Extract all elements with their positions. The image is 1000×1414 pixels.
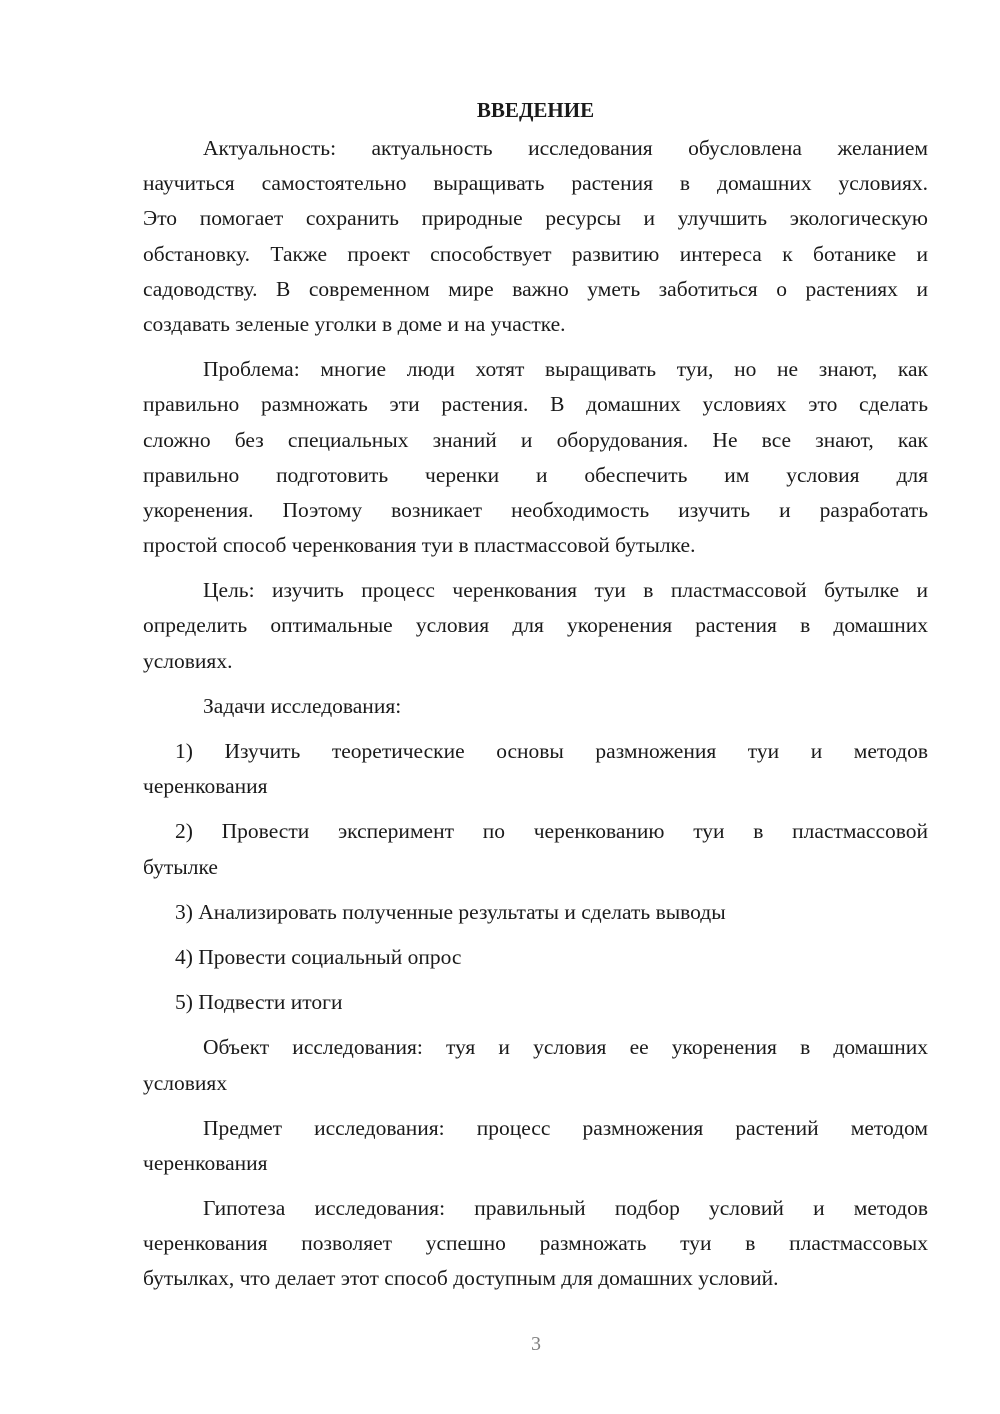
text-line: Это помогает сохранить природные ресурсы и улучшить экологическую [143,206,928,231]
text-line: условиях. [143,648,233,673]
text-line: простой способ черенкования туи в пластмассовой бутылке. [143,533,696,558]
text-line: бутылках, что делает этот способ доступным для домашних условий. [143,1266,779,1291]
text-line: правильно подготовить черенки и обеспечить им условия для [143,462,928,487]
text-line: 3) Анализировать полученные результаты и сделать выводы [175,899,726,924]
text-line: Проблема: многие люди хотят выращивать туи, но не знают, как [203,357,928,382]
text-line: черенкования [143,774,268,799]
text-line: бутылке [143,854,218,879]
text-line: определить оптимальные условия для укоренения растения в домашних [143,613,928,638]
text-line: Объект исследования: туя и условия ее укоренения в домашних [203,1035,928,1060]
section-title: ВВЕДЕНИЕ [476,98,595,122]
text-line: 4) Провести социальный опрос [175,944,462,969]
text-line: обстановку. Также проект способствует развитию интереса к ботанике и [143,241,928,266]
text-line: создавать зеленые уголки в доме и на участке. [143,311,566,336]
paragraph [143,352,928,563]
task-list-item [143,814,928,884]
text-line: Актуальность: актуальность исследования обусловлена желанием [203,136,928,160]
text-line: садоводству. В современном мире важно уметь заботиться о растениях и [143,276,928,301]
paragraph [143,573,928,679]
text-line: Цель: изучить процесс черенкования туи в пластмассовой бутылке и [203,578,928,603]
page-number: 3 [531,1333,541,1355]
text-line: черенкования позволяет успешно размножать туи в пластмассовых [143,1231,928,1256]
task-list-item [143,985,928,1020]
text-line: условиях [143,1070,228,1095]
document-page [143,96,928,1307]
task-list-item [143,940,928,975]
text-line: 2) Провести эксперимент по черенкованию туи в пластмассовой [175,819,928,844]
text-line: Предмет исследования: процесс размножения растений методом [203,1115,928,1140]
paragraph [143,1030,928,1100]
document-body [143,131,928,1297]
paragraph [143,1111,928,1181]
text-line: научиться самостоятельно выращивать растения в домашних условиях. [143,171,928,196]
paragraph [143,131,928,342]
text-line: 1) Изучить теоретические основы размножения туи и методов [175,739,928,763]
text-line: 5) Подвести итоги [175,990,343,1015]
paragraph [143,1191,928,1297]
text-line: черенкования [143,1150,268,1175]
text-line: Гипотеза исследования: правильный подбор условий и методов [203,1196,928,1221]
text-line: укоренения. Поэтому возникает необходимость изучить и разработать [143,497,928,522]
text-line: Задачи исследования: [203,693,402,718]
paragraph [143,689,928,724]
task-list-item [143,734,928,804]
task-list-item [143,895,928,930]
text-line: правильно размножать эти растения. В домашних условиях это сделать [143,392,928,417]
text-line: сложно без специальных знаний и оборудования. Не все знают, как [143,427,928,452]
